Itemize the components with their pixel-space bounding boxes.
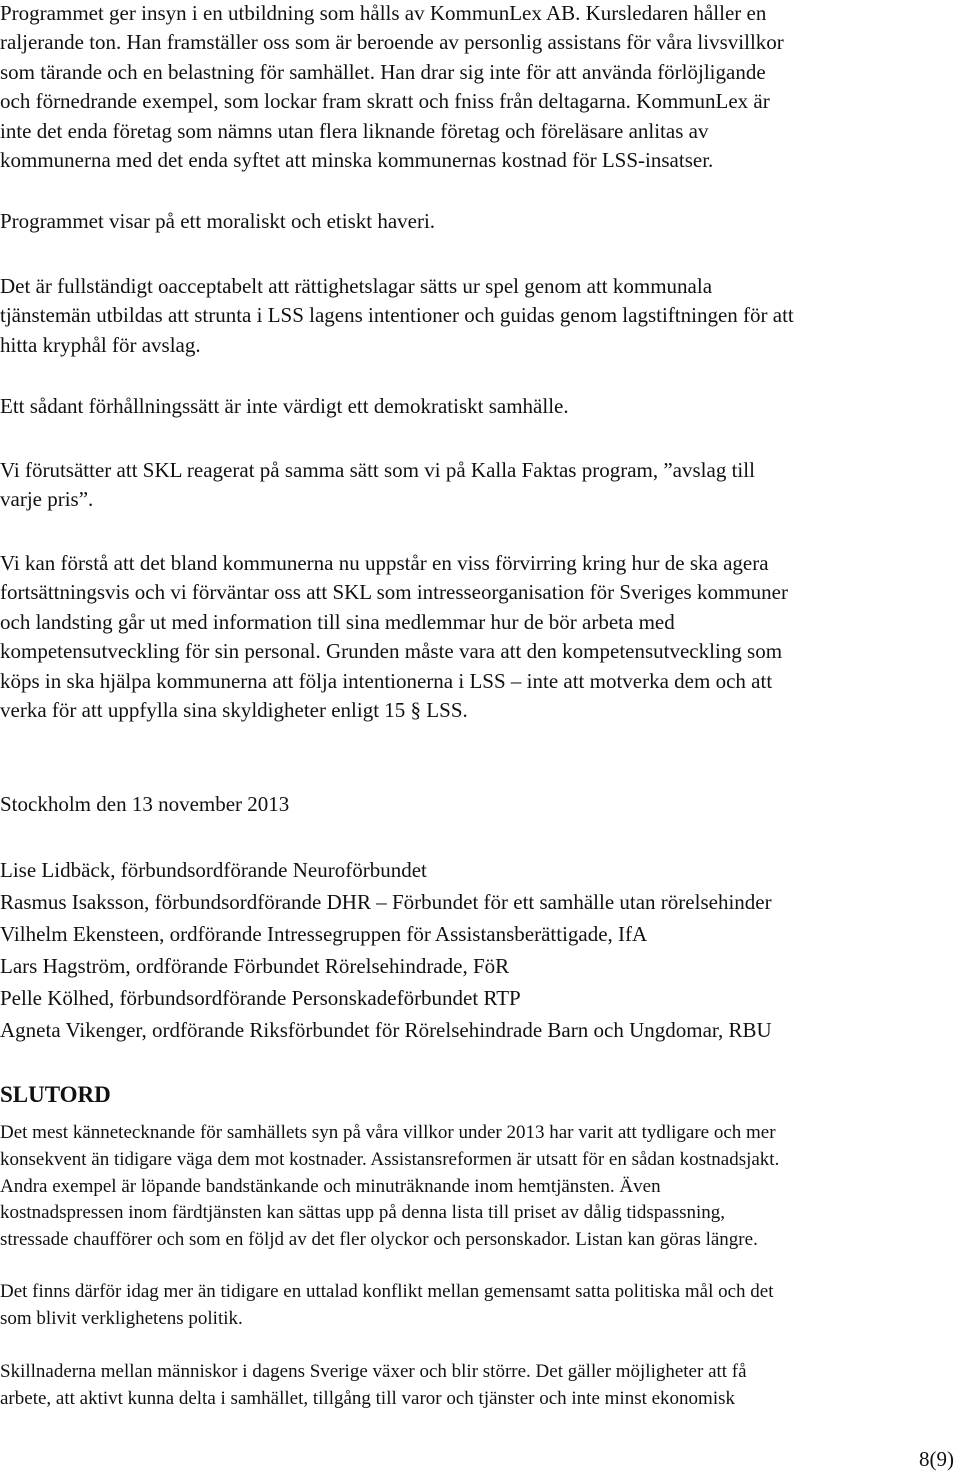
text-line: stressade chaufförer och som en följd av det fler olyckor och personskador. Listan kan göras längre.	[0, 1229, 758, 1251]
text-line: som tärande och en belastning för samhället. Han drar sig inte för att använda förlöjligande	[0, 59, 766, 84]
body-paragraph	[0, 272, 960, 360]
text-line: konsekvent än tidigare väga dem mot kostnader. Assistansreformen är utsatt för en sådan kostnadsjakt.	[0, 1148, 780, 1170]
text-line: varje pris”.	[0, 487, 94, 512]
body-paragraph	[0, 549, 960, 725]
section-heading: SLUTORD	[0, 1082, 111, 1107]
text-line: och förnedrande exempel, som lockar fram skratt och fniss från deltagarna. KommunLex är	[0, 89, 770, 114]
text-line: kostnadspressen inom färdtjänsten kan sättas upp på denna lista till priset av dålig tidspassning,	[0, 1202, 726, 1224]
signatory: Agneta Vikenger, ordförande Riksförbundet för Rörelsehindrade Barn och Ungdomar, RBU	[0, 1018, 772, 1042]
text-line: Programmet visar på ett moraliskt och etiskt haveri.	[0, 209, 436, 233]
text-line: Ett sådant förhållningssätt är inte värdigt ett demokratiskt samhälle.	[0, 394, 569, 418]
closing-paragraph	[0, 1359, 960, 1413]
place-date: Stockholm den 13 november 2013	[0, 792, 290, 816]
text-line: fortsättningsvis och vi förväntar oss att SKL som intresseorganisation för Sveriges kommuner	[0, 580, 788, 605]
text-line: raljerande ton. Han framställer oss som är beroende av personlig assistans för våra livsvillkor	[0, 30, 784, 55]
text-line: Vi kan förstå att det bland kommunerna nu uppstår en viss förvirring kring hur de ska agera	[0, 551, 769, 575]
page-number: 8(9)	[919, 1447, 954, 1471]
text-line: verka för att uppfylla sina skyldigheter enligt 15 § LSS.	[0, 698, 468, 723]
text-line: Vi förutsätter att SKL reagerat på samma sätt som vi på Kalla Faktas program, ”avslag till	[0, 458, 755, 482]
signatory: Vilhelm Ekensteen, ordförande Intressegruppen för Assistansberättigade, IfA	[0, 922, 648, 946]
signatory: Lise Lidbäck, förbundsordförande Neuroförbundet	[0, 858, 427, 882]
text-line: kommunerna med det enda syftet att minska kommunernas kostnad för LSS-insatser.	[0, 148, 714, 173]
text-line: Andra exempel är löpande bandstänkande och minuträknande inom hemtjänsten. Även	[0, 1175, 661, 1197]
text-line: Det finns därför idag mer än tidigare en uttalad konflikt mellan gemensamt satta politiska mål och det	[0, 1281, 774, 1302]
body-paragraph	[0, 0, 960, 175]
text-line: kompetensutveckling för sin personal. Grunden måste vara att den kompetensutveckling som	[0, 639, 783, 664]
closing-paragraph	[0, 1279, 960, 1333]
body-paragraph	[0, 456, 960, 515]
text-line: Programmet ger insyn i en utbildning som hålls av KommunLex AB. Kursledaren håller en	[0, 1, 767, 25]
text-line: köps in ska hjälpa kommunerna att följa intentionerna i LSS – inte att motverka dem och att	[0, 668, 773, 693]
text-line: inte det enda företag som nämns utan flera liknande företag och föreläsare anlitas av	[0, 118, 709, 143]
body-paragraph	[0, 207, 960, 236]
signatory: Pelle Kölhed, förbundsordförande Personskadeförbundet RTP	[0, 986, 521, 1010]
text-line: och landsting går ut med information till sina medlemmar hur de bör arbeta med	[0, 609, 675, 634]
closing-paragraph	[0, 1120, 960, 1254]
text-line: som blivit verklighetens politik.	[0, 1307, 243, 1329]
signatory: Rasmus Isaksson, förbundsordförande DHR – Förbundet för ett samhälle utan rörelsehinder	[0, 890, 772, 914]
text-line: Det är fullständigt oacceptabelt att rättighetslagar sätts ur spel genom att kommunala	[0, 274, 713, 298]
text-line: Det mest kännetecknande för samhällets syn på våra villkor under 2013 har varit att tydligare och mer	[0, 1122, 776, 1143]
text-line: arbete, att aktivt kunna delta i samhället, tillgång till varor och tjänster och inte minst ekonomisk	[0, 1387, 736, 1409]
text-line: Skillnaderna mellan människor i dagens Sverige växer och blir större. Det gäller möjligheter att få	[0, 1361, 747, 1382]
signatory: Lars Hagström, ordförande Förbundet Rörelsehindrade, FöR	[0, 954, 510, 978]
body-paragraph	[0, 392, 960, 421]
signatory-list	[0, 854, 960, 1046]
text-line: tjänstemän utbildas att strunta i LSS lagens intentioner och guidas genom lagstiftningen för att	[0, 303, 794, 328]
text-line: hitta kryphål för avslag.	[0, 332, 201, 357]
